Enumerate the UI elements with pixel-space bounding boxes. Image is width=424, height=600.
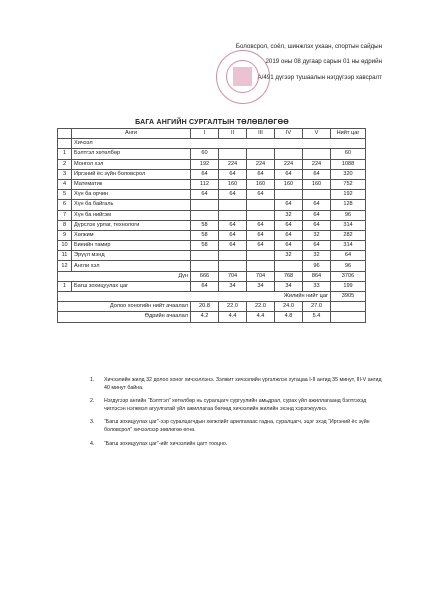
- table-row: [58, 149, 366, 159]
- subject-name: Хүн ба байгаль: [72, 200, 191, 210]
- subject-total: 64: [331, 251, 366, 261]
- header-line-3: А/491 дүгээр тушаалын нэгдүгээр хавсралт: [257, 74, 382, 81]
- subject-g2: [219, 251, 247, 261]
- sum-g5: 864: [303, 271, 331, 281]
- daily-g2: 4.4: [219, 312, 247, 322]
- subject-g3: [247, 200, 275, 210]
- subject-g5: 160: [303, 179, 331, 189]
- header-num-cell: [58, 129, 72, 139]
- subject-g2: [219, 210, 247, 220]
- subject-g3: 64: [247, 169, 275, 179]
- note-item: [90, 419, 385, 434]
- subject-g4: [275, 261, 303, 271]
- subject-g2: 160: [219, 179, 247, 189]
- subject-g3: 224: [247, 159, 275, 169]
- yearly-row: [58, 292, 366, 302]
- note-text: Нэгдүгээр ангийн “Бэлтгэл” хөтөлбөр нь суралцагч сургуулийн амьдрал, сурах үйл ажиллагаанд бэлтгэхэд чиглэсэн нэгжмэл агуулгатай үйл ажиллагаа бөгөөд хичээлийн жилийн эхэнд хэрэгжүүлнэ.: [104, 398, 367, 412]
- subject-num: 7: [58, 210, 72, 220]
- weekly-g3: 22.0: [247, 302, 275, 312]
- subject-g4: [275, 190, 303, 200]
- subject-num: 6: [58, 200, 72, 210]
- teacher-name: Багш зохицуулах цаг: [72, 281, 191, 291]
- subject-name: Бэлтгэл хөтөлбөр: [72, 149, 191, 159]
- subject-g4: 32: [275, 210, 303, 220]
- sum-g2: 704: [219, 271, 247, 281]
- subject-g2: 224: [219, 159, 247, 169]
- subject-total: 1088: [331, 159, 366, 169]
- teacher-total: 199: [331, 281, 366, 291]
- subject-total: 282: [331, 230, 366, 240]
- subject-g1: 112: [191, 179, 219, 189]
- subject-name: Эрүүл мэнд: [72, 251, 191, 261]
- table-row: [58, 251, 366, 261]
- sum-g4: 768: [275, 271, 303, 281]
- weekly-row: [58, 302, 366, 312]
- note-text: Хичээлийн жилд 32 долоо хоног хичээллэнэ. Зэлжит хичээлийн үргэлжлэх хугацаа I-II ангид 35 минут, III-V ангид 40 минут байна.: [104, 377, 382, 391]
- subject-g5: 64: [303, 200, 331, 210]
- sum-g3: 704: [247, 271, 275, 281]
- subject-g1: 64: [191, 190, 219, 200]
- subject-num: 4: [58, 179, 72, 189]
- daily-g4: 4.8: [275, 312, 303, 322]
- subject-g3: 64: [247, 190, 275, 200]
- weekly-g5: 27.0: [303, 302, 331, 312]
- section-row: [58, 139, 366, 149]
- weekly-total: [331, 302, 366, 312]
- teacher-g1: 64: [191, 281, 219, 291]
- subject-name: Дүрслэх урлаг, технологи: [72, 220, 191, 230]
- subject-g2: 64: [219, 169, 247, 179]
- subject-g5: 64: [303, 220, 331, 230]
- note-number: 3.: [90, 419, 95, 426]
- note-item: [90, 398, 385, 413]
- subject-g1: [191, 261, 219, 271]
- table-row: [58, 261, 366, 271]
- table-row: [58, 210, 366, 220]
- table-row: [58, 241, 366, 251]
- subject-g3: 160: [247, 179, 275, 189]
- subject-g5: 224: [303, 159, 331, 169]
- header-line-2: 2019 оны 08 дугаар сарын 01 ны өдрийн: [265, 58, 382, 65]
- curriculum-table: [57, 128, 366, 323]
- subject-g5: 32: [303, 251, 331, 261]
- subject-num: 2: [58, 159, 72, 169]
- notes-list: [90, 377, 385, 454]
- subject-g3: [247, 261, 275, 271]
- table-row: [58, 159, 366, 169]
- subject-name: Иргэний ёс зүйн боловсрол: [72, 169, 191, 179]
- yearly-label: Жилийн нийт цаг: [58, 292, 331, 302]
- subject-num: 3: [58, 169, 72, 179]
- subject-name: Хүн ба орчин: [72, 190, 191, 200]
- subject-g2: 64: [219, 220, 247, 230]
- table-row: [58, 220, 366, 230]
- header-g3: III: [247, 129, 275, 139]
- subject-g4: 160: [275, 179, 303, 189]
- teacher-row: [58, 281, 366, 291]
- sum-g1: 666: [191, 271, 219, 281]
- subject-num: 1: [58, 149, 72, 159]
- subject-num: 9: [58, 230, 72, 240]
- note-number: 2.: [90, 398, 95, 405]
- subject-g4: 64: [275, 200, 303, 210]
- subject-g3: [247, 251, 275, 261]
- subject-g4: 32: [275, 251, 303, 261]
- subject-g2: [219, 200, 247, 210]
- daily-label: Өдрийн ачаалал: [58, 312, 191, 322]
- teacher-g2: 34: [219, 281, 247, 291]
- table-row: [58, 179, 366, 189]
- weekly-label: Долоо хоногийн нийт ачаалал: [58, 302, 191, 312]
- section-num-cell: [58, 139, 72, 149]
- subject-name: Монгол хэл: [72, 159, 191, 169]
- note-text: “Багш зохицуулах цаг”-ээр суралцагчдын хөгжлийг арилгахаас гадна, суралцагч, эцэг эхэд “Иргэний ёс зүйн боловсрол” хичээлээр зөвлөгөө өгнө.: [104, 419, 370, 433]
- subject-g1: 192: [191, 159, 219, 169]
- subject-g4: 64: [275, 241, 303, 251]
- subject-g1: 64: [191, 169, 219, 179]
- subject-g5: 64: [303, 169, 331, 179]
- table-header-row: [58, 129, 366, 139]
- subject-g5: 64: [303, 241, 331, 251]
- subject-num: 10: [58, 241, 72, 251]
- subject-g2: [219, 261, 247, 271]
- seal-emblem: [233, 67, 252, 86]
- subject-g4: [275, 149, 303, 159]
- subject-num: 8: [58, 220, 72, 230]
- subject-total: 60: [331, 149, 366, 159]
- subject-name: Хөгжим: [72, 230, 191, 240]
- header-g2: II: [219, 129, 247, 139]
- subject-g4: 64: [275, 230, 303, 240]
- header-grade-cell: Анги: [72, 129, 191, 139]
- note-item: [90, 377, 385, 392]
- subject-g5: 96: [303, 261, 331, 271]
- subject-g1: 60: [191, 149, 219, 159]
- subject-g1: [191, 251, 219, 261]
- subject-name: Англи хэл: [72, 261, 191, 271]
- subject-g5: 64: [303, 210, 331, 220]
- weekly-g2: 22.0: [219, 302, 247, 312]
- daily-row: [58, 312, 366, 322]
- official-seal-stamp: [216, 50, 270, 104]
- subject-total: 192: [331, 190, 366, 200]
- subject-g3: [247, 149, 275, 159]
- subject-g2: 64: [219, 190, 247, 200]
- subject-total: 320: [331, 169, 366, 179]
- note-text: “Багш зохицуулах цаг”-ийг хичээлийн цагт тооцно.: [104, 440, 228, 447]
- subject-total: 752: [331, 179, 366, 189]
- subject-g1: 58: [191, 220, 219, 230]
- weekly-g4: 24.0: [275, 302, 303, 312]
- subject-name: Биеийн тамир: [72, 241, 191, 251]
- subject-g5: 32: [303, 230, 331, 240]
- section-label: Хичээл: [72, 139, 366, 149]
- sum-label: Дүн: [58, 271, 191, 281]
- table-row: [58, 190, 366, 200]
- weekly-g1: 20.8: [191, 302, 219, 312]
- teacher-g4: 34: [275, 281, 303, 291]
- note-number: 4.: [90, 440, 95, 447]
- header-line-1: Боловсрол, соёл, шинжлэх ухаан, спортын сайдын: [235, 43, 382, 50]
- subject-g1: [191, 210, 219, 220]
- subject-g4: 64: [275, 169, 303, 179]
- daily-g1: 4.2: [191, 312, 219, 322]
- header-total: Нийт цаг: [331, 129, 366, 139]
- teacher-g5: 33: [303, 281, 331, 291]
- table-row: [58, 169, 366, 179]
- subject-name: Хүн ба нийгэм: [72, 210, 191, 220]
- table-row: [58, 200, 366, 210]
- teacher-num: 1: [58, 281, 72, 291]
- subject-g2: [219, 149, 247, 159]
- subject-g3: 64: [247, 241, 275, 251]
- subject-total: 314: [331, 220, 366, 230]
- sum-total: 3706: [331, 271, 366, 281]
- subject-g2: 64: [219, 241, 247, 251]
- subject-rows: [58, 149, 366, 271]
- subject-num: 11: [58, 251, 72, 261]
- subject-total: 128: [331, 200, 366, 210]
- daily-total: [331, 312, 366, 322]
- subject-g4: 224: [275, 159, 303, 169]
- note-item: [90, 441, 385, 449]
- subject-g3: [247, 210, 275, 220]
- subject-total: 96: [331, 261, 366, 271]
- subject-g1: 58: [191, 230, 219, 240]
- subject-total: 314: [331, 241, 366, 251]
- page-title: БАГА АНГИЙН СУРГАЛТЫН ТӨЛӨВЛӨГӨӨ: [135, 119, 289, 126]
- header-g4: IV: [275, 129, 303, 139]
- daily-g5: 5.4: [303, 312, 331, 322]
- teacher-g3: 34: [247, 281, 275, 291]
- subject-g4: 64: [275, 220, 303, 230]
- table-row: [58, 230, 366, 240]
- subject-g1: 58: [191, 241, 219, 251]
- subject-num: 5: [58, 190, 72, 200]
- yearly-total: 3905: [331, 292, 366, 302]
- subject-name: Математик: [72, 179, 191, 189]
- subject-g2: 64: [219, 230, 247, 240]
- subject-num: 12: [58, 261, 72, 271]
- subject-g3: 64: [247, 220, 275, 230]
- subject-g5: [303, 149, 331, 159]
- subject-g1: [191, 200, 219, 210]
- header-g5: V: [303, 129, 331, 139]
- daily-g3: 4.4: [247, 312, 275, 322]
- subject-g3: 64: [247, 230, 275, 240]
- note-number: 1.: [90, 377, 95, 383]
- subject-total: 96: [331, 210, 366, 220]
- sum-row: [58, 271, 366, 281]
- subject-g5: [303, 190, 331, 200]
- header-g1: I: [191, 129, 219, 139]
